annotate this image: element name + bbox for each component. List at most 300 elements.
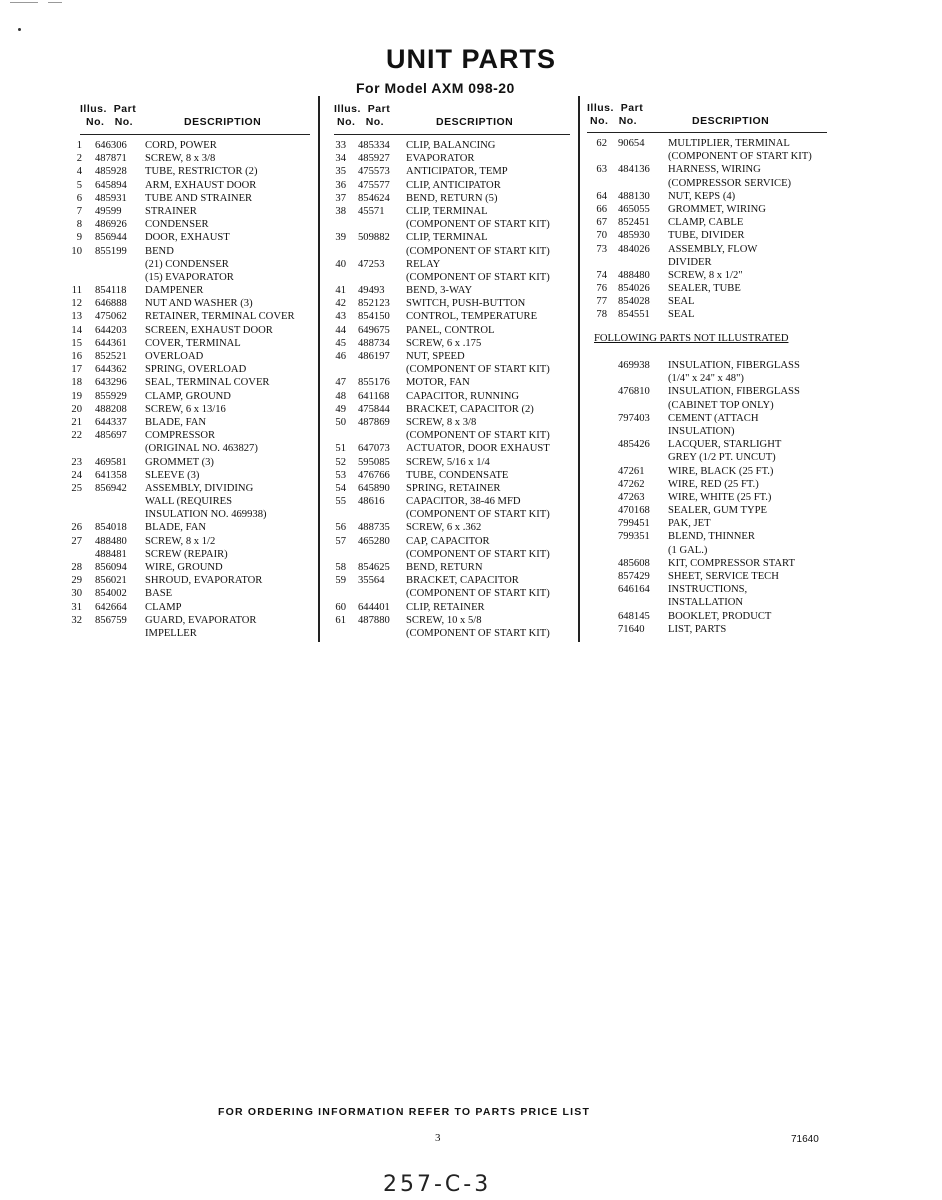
part-number: 856021 (95, 575, 127, 587)
part-number: 488481 (95, 548, 127, 560)
table-row (584, 557, 834, 570)
table-row (70, 310, 315, 323)
part-number: 470168 (618, 505, 650, 517)
part-number: 854624 (358, 192, 390, 204)
part-description: SPRING, RETAINER (406, 482, 501, 494)
part-description: INSULATION, FIBERGLASS (668, 360, 800, 371)
part-description: BRACKET, CAPACITOR (2) (406, 403, 534, 415)
header-illus-part: Illus. Part (587, 102, 644, 114)
part-number: 644337 (95, 416, 127, 428)
header-description: DESCRIPTION (692, 115, 770, 127)
table-row (70, 350, 315, 363)
part-number: 644401 (358, 601, 390, 613)
part-number: 488735 (358, 522, 390, 534)
table-row (328, 416, 576, 429)
illus-number: 66 (596, 203, 607, 215)
illus-number: 60 (335, 601, 346, 613)
illus-number: 57 (335, 535, 346, 547)
table-row (70, 192, 315, 205)
table-row (70, 165, 315, 178)
part-description: COVER, TERMINAL (145, 337, 241, 349)
header-rule (80, 134, 310, 135)
table-row (70, 429, 315, 442)
part-description: CLIP, BALANCING (406, 140, 496, 151)
part-description: INSULATION NO. 469938) (145, 509, 267, 521)
table-row (584, 295, 834, 308)
illus-number: 28 (71, 562, 82, 573)
table-row (70, 231, 315, 244)
part-description: KIT, COMPRESSOR START (668, 557, 795, 569)
column-divider (318, 96, 320, 642)
table-row (584, 150, 834, 163)
part-number: 852521 (95, 351, 127, 362)
table-row (328, 363, 576, 376)
part-description: BLADE, FAN (145, 416, 207, 428)
part-number: 465280 (358, 535, 390, 547)
part-description: CAPACITOR, RUNNING (406, 390, 520, 402)
part-description: CLIP, TERMINAL (406, 232, 488, 244)
illus-number: 74 (596, 269, 607, 281)
illus-number: 34 (335, 153, 346, 165)
part-number: 45571 (358, 205, 385, 217)
part-number: 856759 (95, 614, 127, 626)
table-row (328, 258, 576, 271)
part-description: BEND, RETURN (5) (406, 192, 498, 204)
part-description: LACQUER, STARLIGHT (668, 439, 782, 451)
table-row (70, 152, 315, 165)
illus-number: 45 (335, 337, 346, 349)
part-number: 486926 (95, 219, 127, 231)
illus-number: 14 (71, 324, 82, 336)
part-number: 487869 (358, 416, 390, 428)
part-number: 49599 (95, 205, 122, 217)
illus-number: 29 (71, 575, 82, 587)
illus-number: 5 (76, 179, 82, 191)
table-row (328, 429, 576, 442)
part-number: 646888 (95, 298, 127, 310)
part-description: NUT AND WASHER (3) (145, 298, 253, 310)
table-row (70, 601, 315, 614)
parts-column-3 (584, 137, 834, 322)
part-description: (ORIGINAL NO. 463827) (145, 443, 258, 455)
header-illus-part: Illus. Part (80, 103, 137, 115)
illus-number: 59 (335, 575, 346, 587)
table-row (70, 416, 315, 429)
part-number: 49493 (358, 285, 385, 297)
part-description: SEALER, TUBE (668, 283, 741, 295)
part-number: 642664 (95, 601, 127, 613)
part-description: CLIP, TERMINAL (406, 205, 488, 217)
illus-number: 78 (596, 309, 607, 321)
illus-number: 7 (76, 205, 82, 217)
part-number: 47261 (618, 465, 645, 477)
part-description: TUBE, RESTRICTOR (2) (145, 166, 258, 178)
illus-number: 63 (596, 164, 607, 176)
part-number: 47253 (358, 258, 385, 270)
table-row (70, 403, 315, 416)
illus-number: 31 (71, 601, 82, 613)
table-row (328, 205, 576, 218)
table-row (328, 508, 576, 521)
table-row (584, 491, 834, 504)
table-row (328, 561, 576, 574)
part-description: OVERLOAD (145, 351, 204, 362)
part-description: (COMPONENT OF START KIT) (406, 627, 550, 639)
part-description: SCREW, 8 x 1/2" (668, 269, 743, 281)
page-title: UNIT PARTS (386, 44, 556, 74)
illus-number: 9 (76, 232, 82, 244)
part-description: CONDENSER (145, 219, 209, 231)
part-number: 644203 (95, 324, 127, 336)
part-description: STRAINER (145, 205, 197, 217)
part-description: (COMPONENT OF START KIT) (406, 548, 550, 560)
part-description: WIRE, GROUND (145, 562, 223, 573)
part-number: 799451 (618, 518, 650, 530)
table-row (584, 623, 834, 636)
part-description: GREY (1/2 PT. UNCUT) (668, 452, 776, 464)
part-description: BOOKLET, PRODUCT (668, 610, 772, 622)
illus-number: 13 (71, 311, 82, 323)
part-description: MULTIPLIER, TERMINAL (668, 138, 790, 149)
table-row (328, 152, 576, 165)
part-description: TUBE, DIVIDER (668, 230, 745, 242)
part-number: 855929 (95, 390, 127, 402)
part-description: WIRE, BLACK (25 FT.) (668, 465, 774, 477)
illus-number: 62 (596, 138, 607, 149)
part-number: 487871 (95, 153, 127, 165)
part-description: BASE (145, 588, 173, 600)
table-row (584, 451, 834, 464)
part-number: 856944 (95, 232, 127, 244)
part-description: GUARD, EVAPORATOR (145, 614, 257, 626)
table-row (328, 403, 576, 416)
illus-number: 61 (335, 614, 346, 626)
illus-number: 42 (335, 298, 346, 310)
part-description: GROMMET, WIRING (668, 203, 766, 215)
header-no: No. No. (337, 116, 385, 128)
illus-number: 18 (71, 377, 82, 389)
part-description: WIRE, WHITE (25 FT.) (668, 491, 772, 503)
part-number: 854002 (95, 588, 127, 600)
part-description: SCREW, 8 x 3/8 (145, 153, 216, 165)
part-number: 475062 (95, 311, 127, 323)
part-description: BLADE, FAN (145, 522, 207, 534)
table-row (328, 139, 576, 152)
part-description: PAK, JET (668, 518, 711, 530)
part-description: RELAY (406, 258, 441, 270)
table-row (328, 587, 576, 600)
part-description: BEND, RETURN (406, 562, 483, 573)
parts-column-2 (328, 139, 576, 640)
part-description: NUT, SPEED (406, 351, 465, 362)
table-row (584, 425, 834, 438)
illus-number: 73 (596, 243, 607, 255)
part-description: EVAPORATOR (406, 153, 475, 165)
table-row (584, 385, 834, 398)
table-row (328, 324, 576, 337)
part-description: CLAMP (145, 601, 182, 613)
part-description: NUT, KEPS (4) (668, 190, 736, 202)
table-row (328, 245, 576, 258)
table-row (328, 535, 576, 548)
illus-number: 70 (596, 230, 607, 242)
header-no: No. No. (86, 116, 134, 128)
table-row (70, 574, 315, 587)
illus-number: 46 (335, 351, 346, 362)
part-description: (21) CONDENSER (145, 258, 229, 270)
part-number: 469581 (95, 456, 127, 468)
part-number: 488480 (618, 269, 650, 281)
table-row (70, 258, 315, 271)
part-description: (COMPONENT OF START KIT) (406, 245, 550, 257)
table-row (70, 218, 315, 231)
part-description: (COMPONENT OF START KIT) (406, 509, 550, 521)
part-description: TUBE, CONDENSATE (406, 469, 509, 481)
illus-number: 48 (335, 390, 346, 402)
table-row (584, 203, 834, 216)
part-description: MOTOR, FAN (406, 377, 470, 389)
part-description: SCREW, 5/16 x 1/4 (406, 456, 490, 468)
table-row (328, 284, 576, 297)
table-row (328, 231, 576, 244)
page-number: 3 (435, 1132, 441, 1144)
part-number: 854026 (618, 283, 650, 295)
part-description: CONTROL, TEMPERATURE (406, 311, 538, 323)
part-description: RETAINER, TERMINAL COVER (145, 311, 295, 323)
table-row (584, 256, 834, 269)
part-number: 857429 (618, 571, 650, 582)
part-description: ASSEMBLY, FLOW (668, 243, 758, 255)
part-description: WALL (REQUIRES (145, 496, 232, 508)
part-number: 484136 (618, 164, 650, 176)
part-number: 648145 (618, 610, 650, 622)
part-description: ARM, EXHAUST DOOR (145, 179, 257, 191)
illus-number: 51 (335, 443, 346, 455)
table-row (584, 583, 834, 596)
part-description: SPRING, OVERLOAD (145, 364, 247, 376)
table-row (70, 337, 315, 350)
table-row (328, 350, 576, 363)
table-row (584, 243, 834, 256)
part-number: 485928 (95, 166, 127, 178)
table-row (70, 376, 315, 389)
table-row (70, 205, 315, 218)
illus-number: 56 (335, 522, 346, 534)
table-row (70, 521, 315, 534)
part-number: 854551 (618, 309, 650, 321)
part-description: LIST, PARTS (668, 623, 727, 635)
part-number: 641358 (95, 469, 127, 481)
part-number: 595085 (358, 456, 390, 468)
page-subtitle: For Model AXM 098-20 (356, 80, 515, 96)
illus-number: 1 (76, 140, 82, 151)
table-row (328, 627, 576, 640)
table-row (70, 390, 315, 403)
part-description: (COMPONENT OF START KIT) (668, 151, 812, 163)
illus-number: 58 (335, 562, 346, 573)
illus-number: 11 (71, 285, 82, 297)
illus-number: 40 (335, 258, 346, 270)
part-description: CAP, CAPACITOR (406, 535, 490, 547)
part-description: (COMPONENT OF START KIT) (406, 588, 550, 600)
document-number: 71640 (791, 1134, 819, 1145)
illus-number: 41 (335, 285, 346, 297)
ordering-note: FOR ORDERING INFORMATION REFER TO PARTS PRICE LIST (218, 1106, 591, 1118)
illus-number: 33 (335, 140, 346, 151)
part-description: BLEND, THINNER (668, 531, 755, 543)
table-row (70, 587, 315, 600)
part-description: CEMENT (ATTACH (668, 412, 759, 424)
part-description: SWITCH, PUSH-BUTTON (406, 298, 526, 310)
table-row (70, 245, 315, 258)
part-description: SCREW, 6 x .175 (406, 337, 482, 349)
table-row (70, 627, 315, 640)
table-row (584, 517, 834, 530)
part-description: (1 GAL.) (668, 544, 708, 556)
illus-number: 22 (71, 430, 82, 442)
part-number: 488480 (95, 535, 127, 547)
table-row (70, 561, 315, 574)
table-row (328, 390, 576, 403)
part-number: 854118 (95, 285, 127, 297)
table-row (328, 495, 576, 508)
part-description: SCREW (REPAIR) (145, 548, 228, 560)
illus-number: 25 (71, 482, 82, 494)
table-row (584, 530, 834, 543)
table-row (70, 469, 315, 482)
part-number: 71640 (618, 623, 645, 635)
part-description: IMPELLER (145, 627, 197, 639)
part-description: (COMPONENT OF START KIT) (406, 430, 550, 442)
part-description: CLIP, ANTICIPATOR (406, 179, 501, 191)
illus-number: 77 (596, 296, 607, 308)
table-row (328, 456, 576, 469)
part-number: 487880 (358, 614, 390, 626)
part-number: 856094 (95, 562, 127, 573)
table-row (70, 179, 315, 192)
part-description: DIVIDER (668, 256, 712, 268)
illus-number: 21 (71, 416, 82, 428)
table-row (584, 359, 834, 372)
part-description: CLAMP, CABLE (668, 217, 744, 229)
part-description: INSTRUCTIONS, (668, 584, 748, 596)
part-description: SEAL, TERMINAL COVER (145, 377, 270, 389)
illus-number: 52 (335, 456, 346, 468)
part-description: BRACKET, CAPACITOR (406, 575, 519, 587)
table-row (328, 601, 576, 614)
table-row (328, 337, 576, 350)
part-number: 35564 (358, 575, 385, 587)
header-rule (334, 134, 570, 135)
part-number: 476766 (358, 469, 390, 481)
part-description: CLIP, RETAINER (406, 601, 485, 613)
table-row (584, 229, 834, 242)
table-row (328, 192, 576, 205)
part-description: DOOR, EXHAUST (145, 232, 230, 244)
part-number: 488130 (618, 190, 650, 202)
part-description: WIRE, RED (25 FT.) (668, 478, 759, 490)
illus-number: 67 (596, 217, 607, 229)
part-description: INSTALLATION (668, 597, 744, 609)
part-number: 475844 (358, 403, 390, 415)
part-number: 646306 (95, 140, 127, 151)
illus-number: 44 (335, 324, 346, 336)
illus-number: 43 (335, 311, 346, 323)
illus-number: 23 (71, 456, 82, 468)
part-number: 649675 (358, 324, 390, 336)
table-row (584, 308, 834, 321)
part-description: SCREW, 8 x 3/8 (406, 416, 477, 428)
illus-number: 8 (76, 219, 82, 231)
part-number: 644362 (95, 364, 127, 376)
not-illustrated-heading: FOLLOWING PARTS NOT ILLUSTRATED (594, 333, 789, 344)
table-row (584, 269, 834, 282)
table-row (584, 596, 834, 609)
table-row (584, 570, 834, 583)
table-row (70, 271, 315, 284)
table-row (584, 438, 834, 451)
table-row (328, 376, 576, 389)
not-illustrated-list (584, 359, 834, 636)
header-no: No. No. (590, 115, 638, 127)
part-number: 90654 (618, 138, 645, 149)
part-description: PANEL, CONTROL (406, 324, 495, 336)
table-row (328, 482, 576, 495)
part-number: 485931 (95, 192, 127, 204)
illus-number: 6 (76, 192, 82, 204)
illus-number: 38 (335, 205, 346, 217)
part-description: CORD, POWER (145, 140, 217, 151)
part-number: 854018 (95, 522, 127, 534)
illus-number: 35 (335, 166, 346, 178)
part-description: INSULATION) (668, 425, 735, 437)
part-description: CAPACITOR, 38-46 MFD (406, 496, 521, 508)
part-description: SLEEVE (3) (145, 469, 200, 481)
part-description: HARNESS, WIRING (668, 164, 761, 176)
table-row (70, 495, 315, 508)
part-number: 855176 (358, 377, 390, 389)
part-number: 854150 (358, 311, 390, 323)
table-row (584, 163, 834, 176)
column-header-2 (334, 103, 570, 131)
header-illus-part: Illus. Part (334, 103, 391, 115)
table-row (328, 521, 576, 534)
part-number: 641168 (358, 390, 390, 402)
part-number: 475577 (358, 179, 390, 191)
table-row (584, 137, 834, 150)
part-description: ASSEMBLY, DIVIDING (145, 482, 254, 494)
part-number: 852451 (618, 217, 650, 229)
part-description: (CABINET TOP ONLY) (668, 399, 774, 411)
table-row (70, 139, 315, 152)
table-row (70, 442, 315, 455)
illus-number: 2 (76, 153, 82, 165)
table-row (70, 324, 315, 337)
part-number: 469938 (618, 360, 650, 371)
illus-number: 64 (596, 190, 607, 202)
table-row (70, 297, 315, 310)
illus-number: 37 (335, 192, 346, 204)
part-description: SEALER, GUM TYPE (668, 505, 767, 517)
part-number: 488208 (95, 403, 127, 415)
part-number: 647073 (358, 443, 390, 455)
part-description: SHROUD, EVAPORATOR (145, 575, 263, 587)
part-number: 465055 (618, 203, 650, 215)
illus-number: 54 (335, 482, 346, 494)
part-number: 486197 (358, 351, 390, 362)
part-description: SCREW, 6 x .362 (406, 522, 482, 534)
illus-number: 4 (76, 166, 82, 178)
